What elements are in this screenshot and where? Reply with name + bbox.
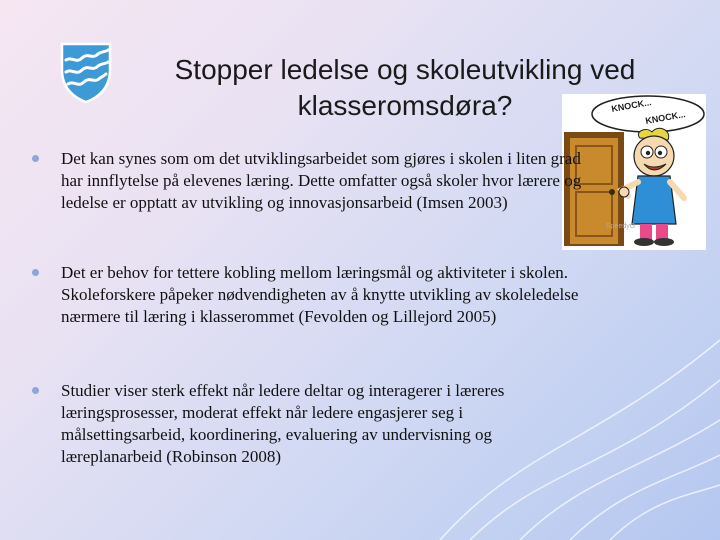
- clipart-watermark: SpeedyG: [606, 223, 636, 230]
- slide-title: Stopper ledelse og skoleutvikling ved klasseromsdøra?: [174, 54, 636, 121]
- bullet-dot: [32, 155, 39, 162]
- bullet-text: Det kan synes som om det utviklingsarbeidet som gjøres i skolen i liten grad har innflytelse på elevenes læring. Dette omfatter også skoler hvor lærere og ledelse er opptatt av utvikling og innovasjonsarbeid (Imsen 2003): [61, 149, 582, 212]
- bullet-dot: [32, 269, 39, 276]
- bullet-text: Studier viser sterk effekt når ledere deltar og interagerer i læreres læringsprosesser, moderat effekt når ledere engasjerer seg i målsettingsarbeid, koordinering, evaluering av undervisning og læreplanarbeid (Robinson 2008): [61, 381, 505, 466]
- knock-text-top: KNOCK...: [610, 97, 653, 114]
- bullet-text: Det er behov for tettere kobling mellom læringsmål og aktiviteter i skolen. Skoleforskere påpeker nødvendigheten av å knytte utvikling av skoleledelse nærmere til læring i klasserommet (Fevolden og Lillejord 2005): [61, 263, 579, 326]
- bullet-dot: [32, 387, 39, 394]
- coat-of-arms-logo: [58, 40, 114, 104]
- knock-text-bottom: KNOCK...: [644, 109, 687, 126]
